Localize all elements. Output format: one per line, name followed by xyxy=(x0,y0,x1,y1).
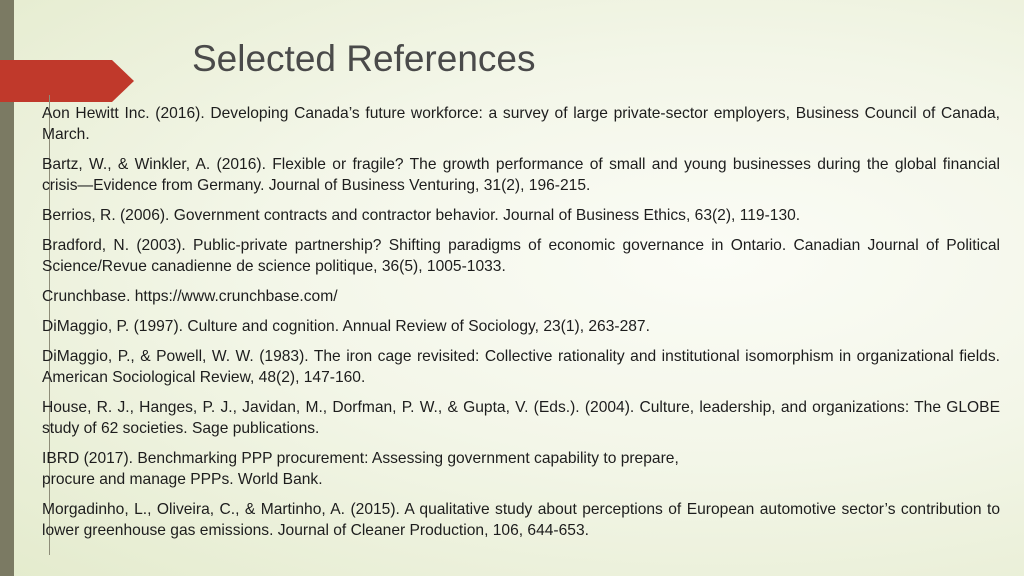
reference-item: Berrios, R. (2006). Government contracts and contractor behavior. Journal of Business Ethics, 63(2), 119-130. xyxy=(42,207,801,224)
reference-item: Bartz, W., & Winkler, A. (2016). Flexible or fragile? The growth performance of small and young businesses during the global financial crisis—Evidence from Germany. Journal of Business Venturing, 31(2), 196-215. xyxy=(42,156,1000,194)
reference-item: Crunchbase. https://www.crunchbase.com/ xyxy=(42,288,338,305)
reference-item: Morgadinho, L., Oliveira, C., & Martinho, A. (2015). A qualitative study about perceptions of European automotive sector’s contribution to lower greenhouse gas emissions. Journal of Cleaner Production, 106, 644-653. xyxy=(42,501,1000,539)
reference-item: DiMaggio, P. (1997). Culture and cognition. Annual Review of Sociology, 23(1), 263-287. xyxy=(42,318,650,335)
reference-item: DiMaggio, P., & Powell, W. W. (1983). The iron cage revisited: Collective rationality and institutional isomorphism in organizational fields. American Sociological Review, 48(2), 147-160. xyxy=(42,348,1000,386)
title-arrow-tab xyxy=(0,60,134,102)
reference-list xyxy=(42,103,1000,541)
reference-item: IBRD (2017). Benchmarking PPP procurement: Assessing government capability to prepare, procure and manage PPPs. World Bank. xyxy=(42,450,679,488)
reference-item: House, R. J., Hanges, P. J., Javidan, M., Dorfman, P. W., & Gupta, V. (Eds.). (2004). Culture, leadership, and organizations: The GLOBE study of 62 societies. Sage publications. xyxy=(42,399,1000,437)
reference-item: Aon Hewitt Inc. (2016). Developing Canada’s future workforce: a survey of large private-sector employers, Business Council of Canada, March. xyxy=(42,105,1000,143)
reference-item: Bradford, N. (2003). Public-private partnership? Shifting paradigms of economic governance in Ontario. Canadian Journal of Political Science/Revue canadienne de science politique, 36(5), 1005-1033. xyxy=(42,237,1000,275)
slide-title: Selected References xyxy=(192,38,536,79)
